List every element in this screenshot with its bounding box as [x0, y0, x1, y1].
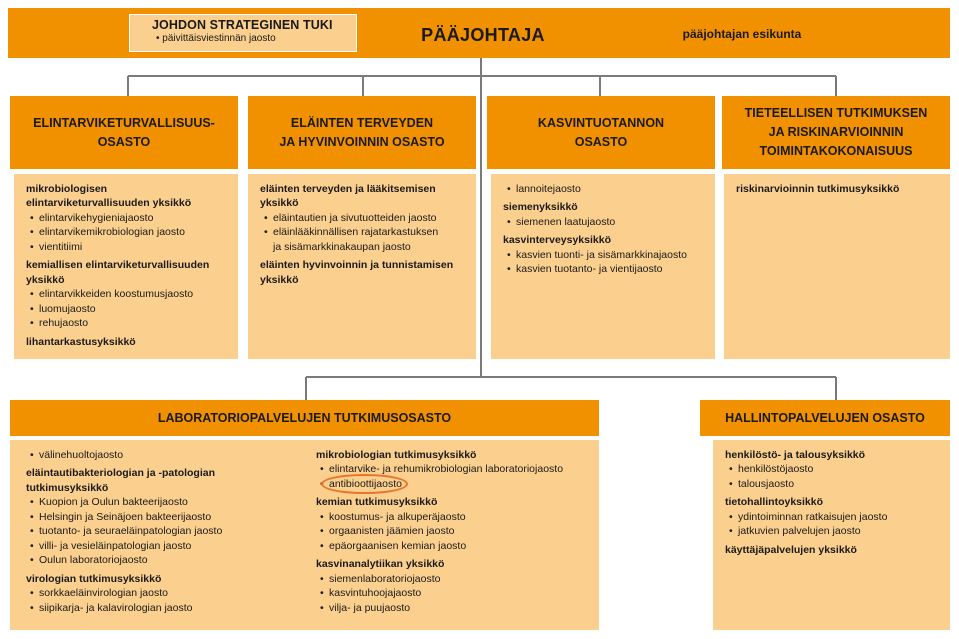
unit-heading [316, 495, 591, 509]
list-item [26, 448, 292, 462]
dept-header-plant-production: KASVINTUOTANNON OSASTO [487, 96, 715, 169]
list-item [26, 225, 230, 239]
list-item-text: orgaanisten jäämien jaosto [329, 525, 455, 538]
admin-dept-body [713, 440, 950, 630]
list-item-text: lihantarkastusyksikkö [26, 335, 136, 348]
list-item [26, 586, 292, 600]
list-item-text: koostumus- ja alkuperäjaosto [329, 510, 466, 523]
list-item-text: elintarvikkeiden koostumusjaosto [39, 288, 194, 301]
list-item-text: Oulun laboratoriojaosto [39, 554, 148, 567]
list-item-text: siemenen laatujaosto [516, 215, 616, 228]
list-item [26, 287, 230, 301]
dept-header-animal-health: ELÄINTEN TERVEYDEN JA HYVINVOINNIN OSASTO [248, 96, 476, 169]
list-item [503, 248, 707, 262]
unit-heading [26, 182, 230, 211]
unit-heading [26, 466, 292, 495]
list-item [725, 462, 942, 476]
list-item-text: rehujaosto [39, 317, 89, 330]
list-item-text: eläinten hyvinvoinnin ja tunnistamisen yksikkö [260, 259, 454, 286]
list-item [26, 524, 292, 538]
unit-heading [26, 258, 230, 287]
list-item [725, 477, 942, 491]
list-item [503, 262, 707, 276]
list-item-text: Helsingin ja Seinäjoen bakteerijaosto [39, 510, 212, 523]
dept-header-research-risk: TIETEELLISEN TUTKIMUKSEN JA RISKINARVIOINNIN TOIMINTAKOKONAISUUS [722, 96, 950, 169]
list-item-text: kasvien tuotanto- ja vientijaosto [516, 263, 663, 276]
list-item-text: henkilöstöjaosto [738, 463, 814, 476]
unit-heading [260, 182, 468, 211]
list-item [316, 510, 591, 524]
list-item [26, 601, 292, 615]
list-item [503, 182, 707, 196]
list-item [26, 211, 230, 225]
list-item-continuation [260, 240, 468, 254]
list-item-text: ydintoiminnan ratkaisujen jaosto [738, 510, 888, 523]
director-staff-label: pääjohtajan esikunta [682, 27, 802, 41]
list-item [316, 586, 591, 600]
list-item-text: kasvinterveysyksikkö [503, 234, 611, 247]
list-item-text: kasvintuhoojajaosto [329, 587, 422, 600]
lab-col-1 [10, 440, 300, 630]
list-item-text: antibioottijaosto [329, 477, 402, 491]
lab-col-2 [304, 440, 599, 630]
list-item-text: henkilöstö- ja talousyksikkö [725, 449, 866, 461]
list-item-text: jatkuvien palvelujen jaosto [738, 525, 861, 538]
unit-heading [26, 335, 230, 349]
unit-heading [736, 182, 942, 196]
list-item-text: mikrobiologisen elintarviketurvallisuuden yksikkö [26, 183, 192, 210]
strategic-support-item: • päivittäisviestinnän jaosto [156, 33, 276, 44]
list-item-text: elintarvikehygieniajaosto [39, 211, 154, 224]
list-item-text: eläinten terveyden ja lääkitsemisen yksikkö [260, 183, 436, 210]
list-item [316, 601, 591, 615]
dept-body-food-safety [14, 174, 238, 359]
list-item [260, 211, 468, 225]
list-item-text: luomujaosto [39, 302, 96, 315]
list-item-text: vilja- ja puujaosto [329, 601, 411, 614]
list-item [26, 495, 292, 509]
list-item [316, 572, 591, 586]
list-item-text: kemiallisen elintarviketurvallisuuden yksikkö [26, 259, 210, 286]
list-item [26, 240, 230, 254]
list-item [725, 524, 942, 538]
list-item [26, 302, 230, 316]
list-item-text: ja sisämarkkinakaupan jaosto [273, 240, 411, 253]
list-item-text: kasvinanalytiikan yksikkö [316, 558, 445, 571]
list-item-text: tuotanto- ja seuraeläinpatologian jaosto [39, 525, 223, 538]
lab-dept-header: LABORATORIOPALVELUJEN TUTKIMUSOSASTO [10, 400, 599, 436]
list-item-text: kasvien tuonti- ja sisämarkkinajaosto [516, 248, 687, 261]
strategic-support-box [129, 14, 357, 52]
list-item-text: eläintautibakteriologian ja -patologian tutkimusyksikkö [26, 467, 216, 494]
list-item-text: siemenlaboratoriojaosto [329, 572, 441, 585]
list-item [316, 539, 591, 553]
list-item-text: lannoitejaosto [516, 183, 581, 195]
director-title: PÄÄJOHTAJA [421, 25, 545, 45]
list-item-text: mikrobiologian tutkimusyksikkö [316, 449, 477, 461]
list-item-text: eläintautien ja sivutuotteiden jaosto [273, 211, 437, 224]
list-item-text: elintarvikemikrobiologian jaosto [39, 226, 185, 239]
lab-dept-body [10, 440, 599, 630]
unit-heading [260, 258, 468, 287]
list-item-text: Kuopion ja Oulun bakteerijaosto [39, 496, 188, 509]
highlight-ellipse [321, 474, 408, 494]
list-item-text: elintarvike- ja rehumikrobiologian laboratoriojaosto [329, 463, 564, 476]
list-item [26, 539, 292, 553]
dept-body-plant-production [491, 174, 715, 359]
list-item-text: villi- ja vesieläinpatologian jaosto [39, 539, 192, 552]
list-item [26, 510, 292, 524]
dept-body-animal-health [248, 174, 476, 359]
unit-heading [725, 495, 942, 509]
unit-heading [316, 557, 591, 571]
list-item-text: siemenyksikkö [503, 201, 578, 214]
list-item [316, 524, 591, 538]
unit-heading [316, 448, 591, 462]
list-item [316, 477, 591, 491]
list-item-text: vientitiimi [39, 240, 83, 253]
list-item-text: sorkkaeläinvirologian jaosto [39, 587, 168, 600]
list-item-text: eläinlääkinnällisen rajatarkastuksen [273, 226, 439, 239]
list-item-text: käyttäjäpalvelujen yksikkö [725, 543, 857, 556]
unit-heading [725, 448, 942, 462]
unit-heading [503, 233, 707, 247]
list-item [725, 510, 942, 524]
admin-dept-header: HALLINTOPALVELUJEN OSASTO [700, 400, 950, 436]
dept-header-food-safety: ELINTARVIKETURVALLISUUS- OSASTO [10, 96, 238, 169]
strategic-support-title: JOHDON STRATEGINEN TUKI [152, 18, 333, 32]
list-item-text: kemian tutkimusyksikkö [316, 496, 438, 509]
list-item-text: talousjaosto [738, 477, 795, 490]
unit-heading [26, 572, 292, 586]
list-item-text: välinehuoltojaosto [39, 449, 124, 461]
list-item-text: virologian tutkimusyksikkö [26, 572, 162, 585]
list-item [503, 215, 707, 229]
list-item-text: riskinarvioinnin tutkimusyksikkö [736, 183, 900, 195]
list-item-text: tietohallintoyksikkö [725, 496, 824, 509]
list-item [260, 225, 468, 239]
unit-heading [725, 543, 942, 557]
unit-heading [503, 200, 707, 214]
list-item-text: epäorgaanisen kemian jaosto [329, 539, 467, 552]
list-item [26, 553, 292, 567]
dept-body-research-risk [724, 174, 950, 359]
list-item [26, 316, 230, 330]
list-item-text: siipikarja- ja kalavirologian jaosto [39, 601, 193, 614]
